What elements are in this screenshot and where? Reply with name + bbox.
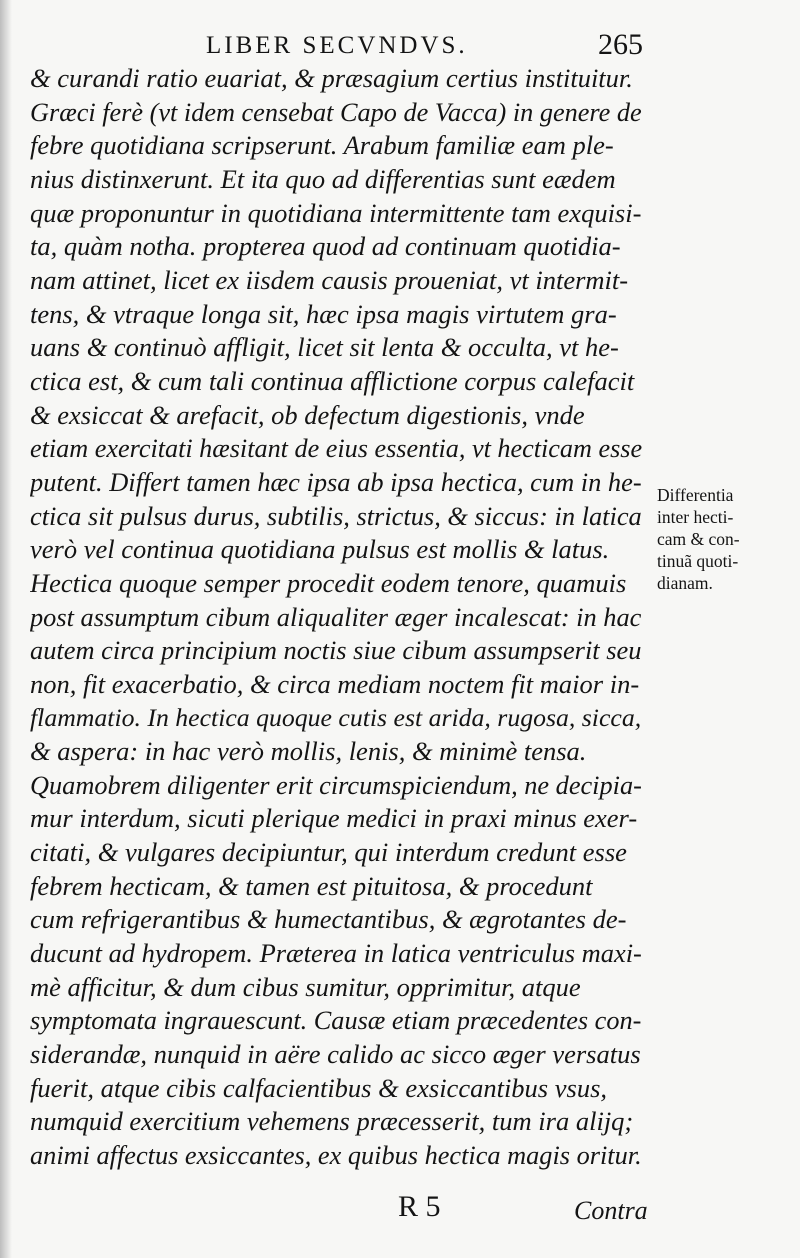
text-line: siderandæ, nunquid in aëre calido ac sicco æger versatus (30, 1039, 641, 1070)
text-line: animi affectus exsiccantes, ex quibus hectica magis oritur. (30, 1141, 642, 1170)
signature-mark: R 5 (398, 1190, 441, 1223)
text-line: febrem hecticam, & tamen est pituitosa, & procedunt (30, 870, 593, 901)
text-line: Græci ferè (vt idem censebat Capo de Vacca) in genere de (30, 97, 642, 127)
text-line: & curandi ratio euariat, & præsagium certius instituitur. (30, 63, 633, 93)
text-line: & aspera: in hac verò mollis, lenis, & minimè tensa. (30, 736, 587, 767)
marginal-note-line: inter hecti- (657, 507, 734, 527)
marginal-note-line: cam & con- (657, 529, 740, 549)
text-line: nam attinet, licet ex iisdem causis proueniat, vt intermit- (30, 264, 629, 295)
text-line: cum refrigerantibus & humectantibus, & ægrotantes de- (30, 904, 627, 935)
page-footer (0, 1190, 800, 1230)
text-line: mè afficitur, & dum cibus sumitur, opprimitur, atque (30, 971, 581, 1002)
text-line: ta, quàm notha. propterea quod ad continuam quotidia- (30, 231, 621, 262)
page-edge-shadow (0, 0, 12, 1258)
marginal-note-line: Differentia (657, 485, 734, 505)
text-line: Quamobrem diligenter erit circumspiciendum, ne decipia- (30, 770, 642, 800)
text-line: ctica sit pulsus durus, subtilis, strictus, & siccus: in latica (30, 500, 642, 531)
text-line: mur interdum, sicuti plerique medici in praxi minus exer- (30, 803, 638, 834)
text-line: post assumptum cibum aliqualiter æger incalescat: in hac (30, 602, 642, 632)
text-line: ducunt ad hydropem. Præterea in latica ventriculus maxi- (30, 938, 642, 969)
body-text (30, 62, 642, 1173)
text-line: etiam exercitati hæsitant de eius essentia, vt hecticam esse (30, 434, 642, 464)
text-line: flammatio. In hectica quoque cutis est arida, rugosa, sicca, (30, 703, 642, 733)
text-line: quæ proponuntur in quotidiana intermittente tam exquisi- (30, 197, 642, 228)
catchword: Contra (574, 1196, 648, 1225)
text-line: autem circa principium noctis siue cibum assumpserit seu (30, 635, 642, 666)
text-line: symptomata ingrauescunt. Causæ etiam præcedentes con- (30, 1006, 642, 1036)
text-line: ctica est, & cum tali continua afflictione corpus calefacit (30, 365, 635, 396)
text-line: putent. Differt tamen hæc ipsa ab ipsa hectica, cum in he- (30, 466, 642, 497)
marginal-note-line: tinuã quoti- (657, 551, 739, 571)
text-line: Hectica quoque semper procedit eodem tenore, quamuis (30, 567, 627, 598)
text-line: febre quotidiana scripserunt. Arabum familiæ eam ple- (30, 130, 614, 161)
text-line: tens, & vtraque longa sit, hæc ipsa magis virtutem gra- (30, 298, 617, 329)
marginal-note-line: dianam. (657, 573, 713, 593)
marginal-note (657, 484, 797, 594)
text-line: non, fit exacerbatio, & circa mediam noctem fit maior in- (30, 668, 640, 699)
text-line: numquid exercitium vehemens præcesserit, tum ira alijq; (30, 1106, 634, 1137)
text-line: citati, & vulgares decipiuntur, qui interdum credunt esse (30, 837, 627, 868)
page-number: 265 (598, 28, 643, 61)
running-head-title: LIBER SECVNDVS. (206, 32, 468, 59)
text-line: & exsiccat & arefacit, ob defectum digestionis, vnde (30, 399, 585, 430)
text-line: nius distinxerunt. Et ita quo ad differentias sunt eædem (30, 163, 616, 194)
text-line: fuerit, atque cibis calfacientibus & exsiccantibus vsus, (30, 1072, 608, 1103)
text-line: verò vel continua quotidiana pulsus est mollis & latus. (30, 534, 610, 565)
text-line: uans & continuò affligit, licet sit lenta & occulta, vt he- (30, 332, 619, 363)
